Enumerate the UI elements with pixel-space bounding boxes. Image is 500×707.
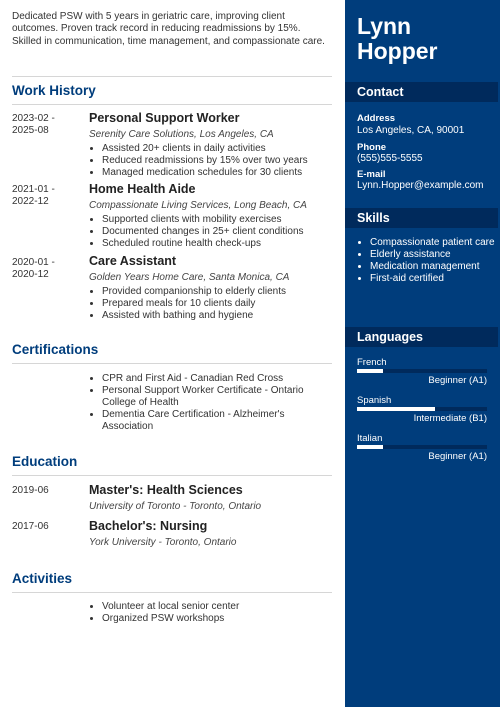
skills-heading-bar: [345, 208, 498, 228]
list-item: • Managed medication schedules for 30 clients: [102, 167, 334, 179]
contact-heading: Contact: [357, 85, 404, 99]
list-item: • Personal Support Worker Certificate - Ontario College of Health: [102, 385, 329, 409]
languages-heading-bar: [345, 327, 498, 347]
education-heading: Education: [12, 454, 78, 469]
email-value: Lynn.Hopper@example.com: [357, 180, 484, 191]
work-history-heading: Work History: [12, 83, 96, 98]
certifications-list: [89, 373, 329, 433]
job-dates: 2023-02 - 2025-08: [12, 113, 55, 136]
skills-heading: Skills: [357, 211, 390, 225]
language-name: Italian: [357, 433, 383, 444]
list-item: • CPR and First Aid - Canadian Red Cross: [102, 373, 329, 385]
language-name: Spanish: [357, 395, 392, 406]
divider: [12, 363, 332, 364]
education-entry: [89, 483, 334, 513]
job-title: Home Health Aide: [89, 182, 196, 196]
candidate-name: [357, 14, 438, 64]
language-level-bar: [357, 445, 487, 449]
job-title: Personal Support Worker: [89, 111, 240, 125]
language-level-fill: [357, 369, 383, 373]
list-item: • Medication management: [370, 261, 497, 273]
phone-label: Phone: [357, 142, 387, 153]
list-item: • Provided companionship to elderly clients: [102, 286, 334, 298]
divider: [12, 592, 332, 593]
last-name: Hopper: [357, 38, 438, 64]
list-item: • Assisted with bathing and hygiene: [102, 310, 334, 322]
job-entry: [89, 254, 334, 322]
education-entry: [89, 519, 334, 549]
skills-list: [357, 237, 497, 285]
language-level: Beginner (A1): [428, 375, 487, 386]
education-date: 2017-06: [12, 521, 49, 532]
language-level: Beginner (A1): [428, 451, 487, 462]
job-entry: [89, 111, 334, 179]
languages-heading: Languages: [357, 330, 423, 344]
list-item: • Volunteer at local senior center: [102, 601, 329, 613]
language-level-fill: [357, 445, 383, 449]
activities-list: [89, 601, 329, 625]
job-bullets: [89, 143, 334, 179]
list-item: • Supported clients with mobility exercises: [102, 214, 334, 226]
list-item: • Organized PSW workshops: [102, 613, 329, 625]
contact-heading-bar: [345, 82, 498, 102]
summary-text: Dedicated PSW with 5 years in geriatric care, improving client outcomes. Proven track record in reducing readmissions by 15%. Skilled in communication, time management, and compassionate care.: [12, 11, 325, 47]
list-item: • Compassionate patient care: [370, 237, 497, 249]
list-item: • Reduced readmissions by 15% over two years: [102, 155, 334, 167]
job-title: Care Assistant: [89, 254, 177, 268]
degree: Master's: Health Sciences: [89, 483, 243, 497]
activities-heading: Activities: [12, 571, 73, 586]
job-company: Serenity Care Solutions, Los Angeles, CA: [89, 129, 274, 140]
list-item: • Elderly assistance: [370, 249, 497, 261]
education-date: 2019-06: [12, 485, 49, 496]
address-label: Address: [357, 113, 396, 124]
language-item: [357, 395, 487, 424]
address-value: Los Angeles, CA, 90001: [357, 125, 465, 136]
sidebar: [345, 0, 500, 707]
language-level-fill: [357, 407, 435, 411]
list-item: • First-aid certified: [370, 273, 497, 285]
divider: [12, 475, 332, 476]
language-level-bar: [357, 369, 487, 373]
phone-value: (555)555-5555: [357, 153, 423, 164]
job-dates: 2021-01 - 2022-12: [12, 184, 55, 207]
email-label: E-mail: [357, 169, 386, 180]
language-name: French: [357, 357, 387, 368]
list-item: • Documented changes in 25+ client conditions: [102, 226, 334, 238]
job-dates: 2020-01 - 2020-12: [12, 257, 55, 280]
divider: [12, 76, 332, 77]
language-level: Intermediate (B1): [413, 413, 487, 424]
list-item: • Prepared meals for 10 clients daily: [102, 298, 334, 310]
language-item: [357, 433, 487, 462]
language-level-bar: [357, 407, 487, 411]
job-company: Golden Years Home Care, Santa Monica, CA: [89, 272, 290, 283]
job-bullets: [89, 214, 334, 250]
divider: [12, 104, 332, 105]
certifications-heading: Certifications: [12, 342, 99, 357]
list-item: • Dementia Care Certification - Alzheimer's Association: [102, 409, 329, 433]
job-company: Compassionate Living Services, Long Beach, CA: [89, 200, 307, 211]
first-name: Lynn: [357, 13, 412, 39]
list-item: • Assisted 20+ clients in daily activities: [102, 143, 334, 155]
language-item: [357, 357, 487, 386]
school: University of Toronto - Toronto, Ontario: [89, 501, 262, 512]
school: York University - Toronto, Ontario: [89, 537, 237, 548]
list-item: • Scheduled routine health check-ups: [102, 238, 334, 250]
job-bullets: [89, 286, 334, 322]
degree: Bachelor's: Nursing: [89, 519, 208, 533]
job-entry: [89, 182, 334, 250]
